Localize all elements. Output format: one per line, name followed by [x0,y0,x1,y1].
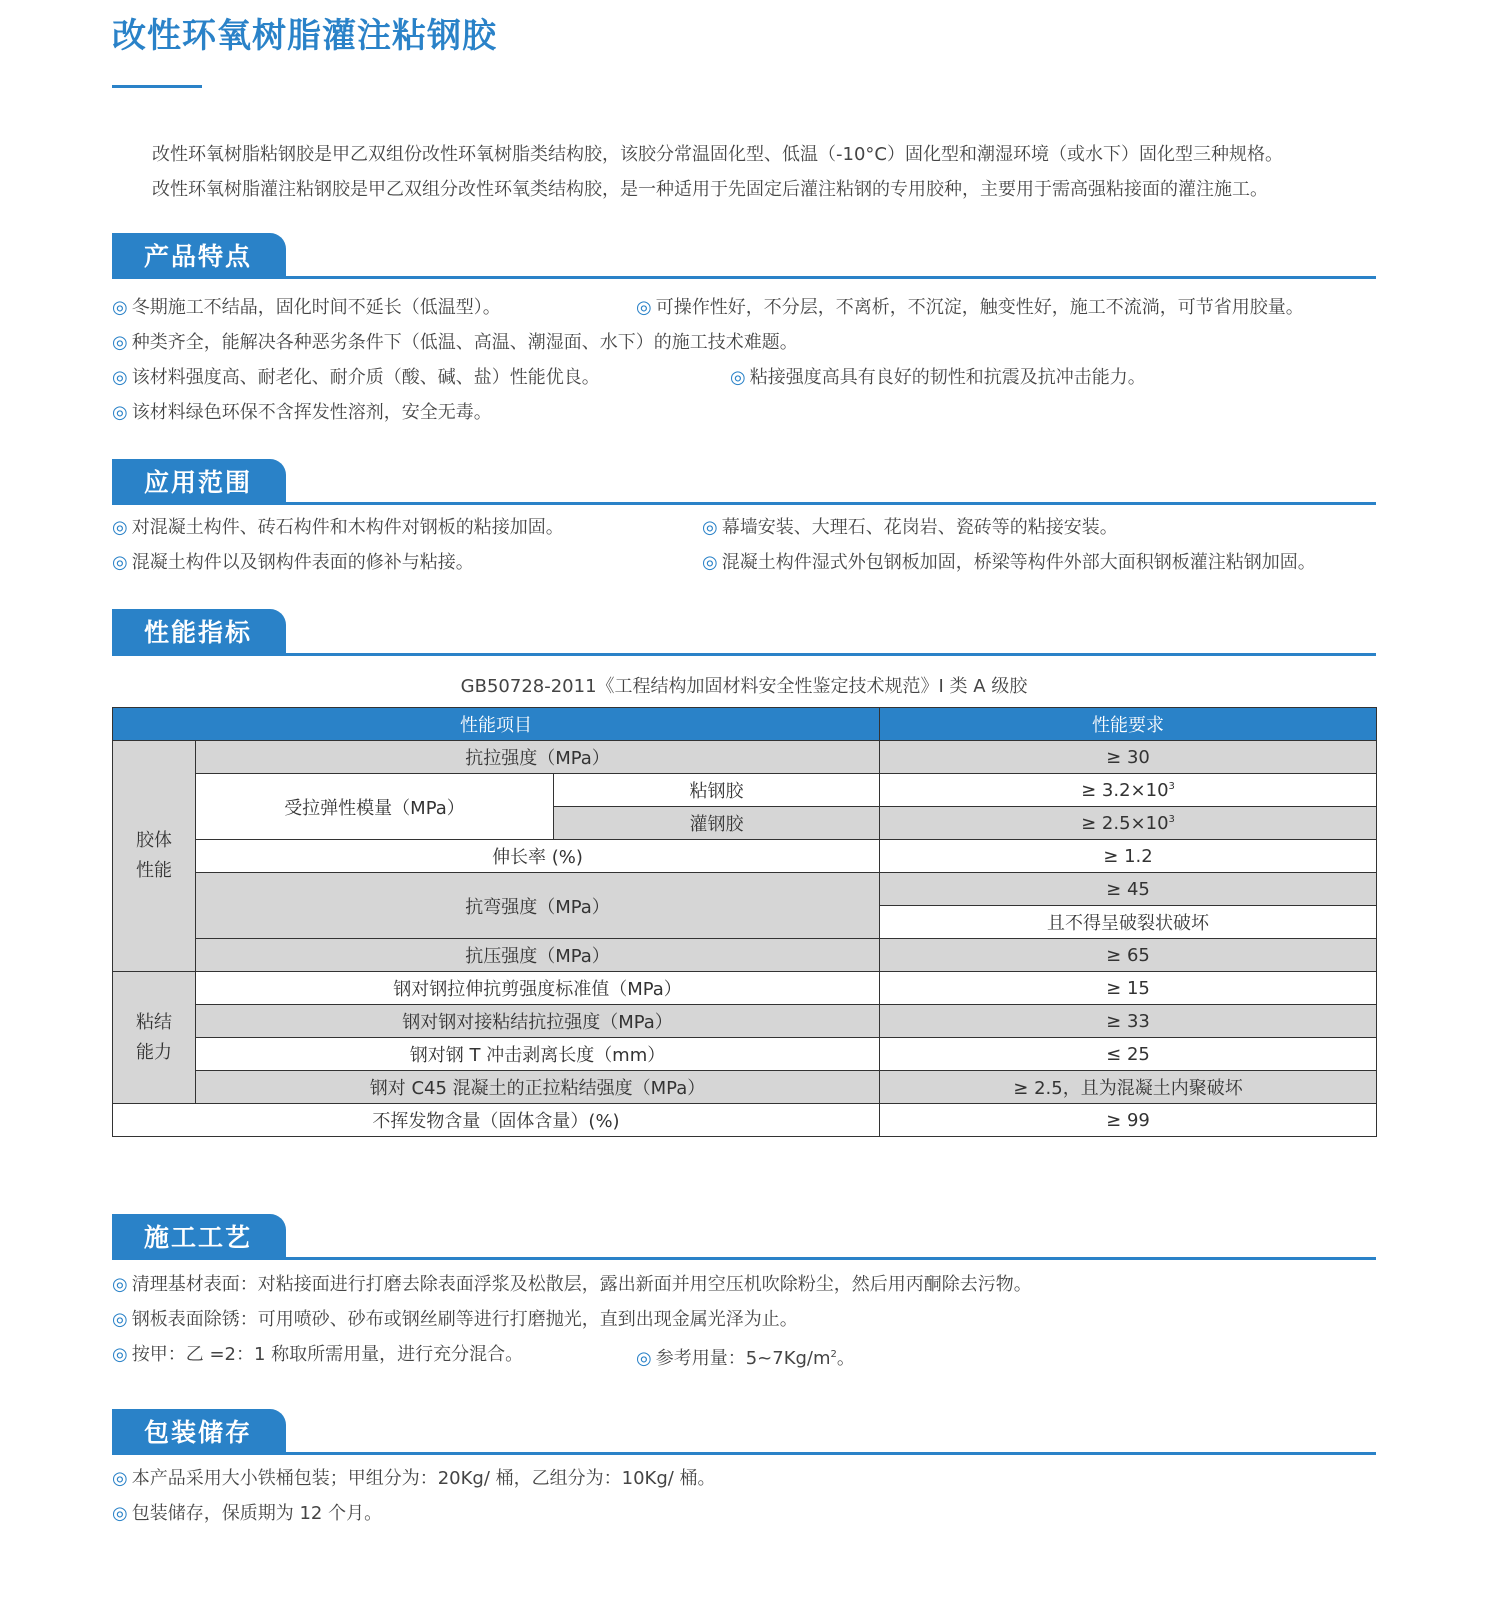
item-text: 可操作性好，不分层，不离析，不沉淀，触变性好，施工不流淌，可节省用胶量。 [655,297,1304,318]
row-value: 且不得呈破裂状破坏 [880,906,1377,939]
row-label: 钢对钢对接粘结抗拉强度（MPa） [196,1005,880,1038]
bullet-icon: ◎ [702,517,718,538]
table-row [113,774,1377,807]
item-text: 混凝土构件以及钢构件表面的修补与粘接。 [131,552,474,573]
bullet-icon: ◎ [112,367,128,388]
group-label-bond: 粘结 能力 [113,972,196,1104]
row-value: ≥ $3.2\times 10^3$ [880,774,1377,807]
bullet-icon: ◎ [112,1274,128,1295]
row-value: ≥ 1.2 [880,840,1377,873]
table-row [113,873,1377,906]
row-value: ≥ 30 [880,741,1377,774]
bullet-icon: ◎ [702,552,718,573]
bullet-icon: ◎ [112,1468,128,1489]
list-item [702,551,1316,575]
row-label: 钢对钢 T 冲击剥离长度（mm） [196,1038,880,1071]
performance-table [112,707,1377,1137]
row-value: ≥ 33 [880,1005,1377,1038]
row-value: ≥ 99 [880,1104,1377,1137]
row-label: 抗压强度（MPa） [196,939,880,972]
list-item [112,551,474,575]
bullet-icon: ◎ [112,552,128,573]
table-row [113,972,1377,1005]
bullet-icon: ◎ [112,332,128,353]
list-item [112,366,600,390]
section-header-performance: 性能指标 [112,609,286,654]
list-item [112,401,492,425]
row-label: 伸长率 (%) [196,840,880,873]
row-value: ≥ 15 [880,972,1377,1005]
row-label: 抗弯强度（MPa） [196,873,880,939]
item-text: 本产品采用大小铁桶包装；甲组分为：20Kg/ 桶，乙组分为：10Kg/ 桶。 [131,1468,716,1489]
row-label: 受拉弹性模量（MPa） [196,774,554,840]
item-text: 。 [836,1348,855,1369]
table-row [113,1104,1377,1137]
bullet-icon: ◎ [112,1309,128,1330]
item-text: 冬期施工不结晶，固化时间不延长（低温型）。 [131,297,501,318]
bullet-icon: ◎ [112,517,128,538]
header-item: 性能项目 [113,708,880,741]
item-text: 包装储存，保质期为 12 个月。 [131,1503,383,1524]
bullet-icon: ◎ [730,367,746,388]
title-underline [112,85,202,88]
table-row [113,1038,1377,1071]
row-value: ≥ 45 [880,873,1377,906]
header-requirement: 性能要求 [880,708,1377,741]
item-text: 参考用量：5~7Kg/m [655,1348,831,1369]
row-value: ≥ $2.5\times 10^3$ [880,807,1377,840]
list-item [112,1273,1032,1297]
intro-paragraph: 改性环氧树脂粘钢胶是甲乙双组份改性环氧树脂类结构胶，该胶分常温固化型、低温（-10°C）固化型和潮湿环境（或水下）固化型三种规格。 [152,144,1283,165]
bullet-icon: ◎ [112,297,128,318]
bullet-icon: ◎ [636,1348,652,1369]
superscript: 2 [830,1349,837,1360]
bullet-icon: ◎ [112,1503,128,1524]
item-text: 粘接强度高具有良好的韧性和抗震及抗冲击能力。 [749,367,1146,388]
row-sublabel: 灌钢胶 [554,807,880,840]
bullet-icon: ◎ [636,297,652,318]
row-label: 钢对钢拉伸抗剪强度标准值（MPa） [196,972,880,1005]
table-row [113,1071,1377,1104]
row-label: 钢对 C45 混凝土的正拉粘结强度（MPa） [196,1071,880,1104]
section-divider [112,653,1376,656]
section-header-application: 应用范围 [112,459,286,504]
row-value: ≤ 25 [880,1038,1377,1071]
item-text: 该材料强度高、耐老化、耐介质（酸、碱、盐）性能优良。 [131,367,600,388]
list-item [112,516,564,540]
row-value: ≥ 2.5，且为混凝土内聚破坏 [880,1071,1377,1104]
section-header-features: 产品特点 [112,233,286,278]
list-item [730,366,1146,390]
section-header-packaging: 包装储存 [112,1409,286,1454]
item-text: 种类齐全，能解决各种恶劣条件下（低温、高温、潮湿面、水下）的施工技术难题。 [131,332,798,353]
section-header-construction: 施工工艺 [112,1214,286,1259]
group-label-gel: 胶体 性能 [113,741,196,972]
list-item [112,1343,523,1367]
item-text: 对混凝土构件、砖石构件和木构件对钢板的粘接加固。 [131,517,564,538]
table-row [113,1005,1377,1038]
list-item [702,516,1118,540]
row-sublabel: 粘钢胶 [554,774,880,807]
table-row [113,741,1377,774]
section-divider [112,1452,1376,1455]
item-text: 钢板表面除锈：可用喷砂、砂布或钢丝刷等进行打磨抛光，直到出现金属光泽为止。 [131,1309,798,1330]
intro-paragraph: 改性环氧树脂灌注粘钢胶是甲乙双组分改性环氧类结构胶，是一种适用于先固定后灌注粘钢的专用胶种，主要用于需高强粘接面的灌注施工。 [152,179,1268,200]
section-divider [112,502,1376,505]
item-text: 按甲：乙 =2：1 称取所需用量，进行充分混合。 [131,1344,524,1365]
item-text: 混凝土构件湿式外包钢板加固，桥梁等构件外部大面积钢板灌注粘钢加固。 [721,552,1316,573]
list-item [112,296,501,320]
table-row [113,939,1377,972]
section-divider [112,276,1376,279]
page-title: 改性环氧树脂灌注粘钢胶 [112,16,497,56]
item-text: 清理基材表面：对粘接面进行打磨去除表面浮浆及松散层，露出新面并用空压机吹除粉尘，然后用丙酮除去污物。 [131,1274,1032,1295]
list-item [636,1343,855,1371]
table-row [113,840,1377,873]
bullet-icon: ◎ [112,1344,128,1365]
list-item [112,331,798,355]
row-label: 不挥发物含量（固体含量）(%) [113,1104,880,1137]
section-divider [112,1257,1376,1260]
row-label: 抗拉强度（MPa） [196,741,880,774]
list-item [636,296,1304,320]
item-text: 该材料绿色环保不含挥发性溶剂，安全无毒。 [131,402,492,423]
list-item [112,1502,382,1526]
item-text: 幕墙安装、大理石、花岗岩、瓷砖等的粘接安装。 [721,517,1118,538]
row-value: ≥ 65 [880,939,1377,972]
bullet-icon: ◎ [112,402,128,423]
table-header-row [113,708,1377,741]
list-item [112,1308,798,1332]
list-item [112,1467,716,1491]
standard-caption: GB50728-2011《工程结构加固材料安全性鉴定技术规范》I 类 A 级胶 [460,676,1028,697]
